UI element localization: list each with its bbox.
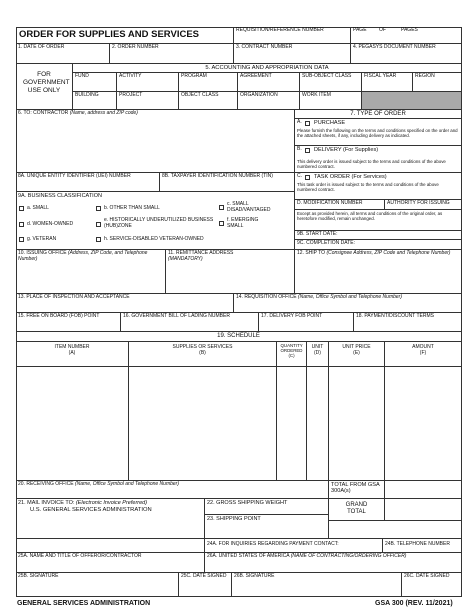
- pegasys-field[interactable]: [351, 44, 462, 64]
- small-disadvantaged-checkbox[interactable]: [219, 205, 224, 210]
- grand-total-value[interactable]: [385, 499, 462, 521]
- requisition-number-field[interactable]: [234, 27, 351, 44]
- contractor-field[interactable]: [16, 110, 295, 173]
- small-disadvantaged-label: c. SMALL DISAD/VANTAGED: [227, 201, 271, 213]
- blank-cell: [329, 521, 462, 539]
- task-order-text: This task order is issued subject to the terms and conditions of the above numbered contract.: [297, 182, 439, 193]
- col-unit: UNIT (D): [307, 342, 329, 367]
- contract-number-field[interactable]: [234, 44, 351, 64]
- gross-weight-field[interactable]: 22. GROSS SHIPPING WEIGHT: [205, 499, 329, 515]
- pegasys-label: 4. PEGASYS DOCUMENT NUMBER: [353, 44, 436, 50]
- col-unit-price: UNIT PRICE (E): [329, 342, 385, 367]
- pages-label: PAGES: [401, 27, 418, 33]
- fob-point-field[interactable]: 15. FREE ON BOARD (FOB) POINT: [16, 313, 121, 332]
- activity-field[interactable]: ACTIVITY: [117, 73, 179, 92]
- col-supplies-services: SUPPLIES OR SERVICES (B): [129, 342, 277, 367]
- purchase-checkbox[interactable]: [305, 121, 310, 126]
- gov-use-only: FOR GOVERNMENT USE ONLY: [16, 64, 73, 110]
- schedule-title: 19. SCHEDULE: [16, 332, 462, 342]
- women-owned-label: d. WOMEN-OWNED: [27, 221, 74, 227]
- schedule-unit-price-cell[interactable]: [329, 367, 385, 481]
- invoice-address: U.S. GENERAL SERVICES ADMINISTRATION: [30, 506, 152, 513]
- page-label: PAGE: [353, 27, 367, 33]
- page-field[interactable]: [351, 27, 462, 44]
- requisition-office-field[interactable]: 14. REQUISITION OFFICE (Name, Office Symbol and Telephone Number): [234, 294, 462, 313]
- tin-field[interactable]: 8B. TAXPAYER IDENTIFICATION NUMBER (TIN): [160, 173, 295, 192]
- footer-form-number: GSA 300 (REV. 11/2021): [375, 600, 453, 607]
- veteran-checkbox[interactable]: [19, 237, 24, 242]
- inspection-place-field[interactable]: 13. PLACE OF INSPECTION AND ACCEPTANCE: [16, 294, 234, 313]
- usa-officer-field[interactable]: 26A. UNITED STATES OF AMERICA (NAME OF CONTRACTING/ORDERING OFFICER): [205, 553, 462, 573]
- contract-number-label: 3. CONTRACT NUMBER: [236, 44, 293, 50]
- region-field[interactable]: REGION: [413, 73, 462, 92]
- order-number-label: 2. ORDER NUMBER: [112, 44, 159, 50]
- task-order-label: TASK ORDER (For Services): [314, 174, 387, 180]
- shipping-point-field[interactable]: 23. SHIPPING POINT: [205, 515, 329, 539]
- hubzone-checkbox[interactable]: [96, 222, 101, 227]
- order-type-b[interactable]: [295, 146, 462, 173]
- authority-field[interactable]: AUTHORITY FOR ISSUING: [385, 200, 462, 210]
- type-of-order-title: 7. TYPE OF ORDER: [295, 110, 462, 119]
- date-of-order-label: 1. DATE OF ORDER: [18, 44, 65, 50]
- c-prefix: C.: [297, 173, 302, 179]
- of-label: OF: [379, 27, 386, 33]
- date-signed-26c-field[interactable]: 26C. DATE SIGNED: [402, 573, 462, 597]
- fund-field[interactable]: FUND: [73, 73, 117, 92]
- accounting-title: 5. ACCOUNTING AND APPROPRIATION DATA: [73, 64, 462, 73]
- start-date-field[interactable]: 9B. START DATE:: [295, 231, 462, 240]
- mail-invoice-field: 21. MAIL INVOICE TO: (Electronic Invoice Preferred) U.S. GENERAL SERVICES ADMINISTRATION: [16, 499, 205, 539]
- grand-total-label: GRAND TOTAL: [329, 499, 385, 521]
- col-quantity: QUANTITY ORDERED (C): [277, 342, 307, 367]
- purchase-label: PURCHASE: [314, 120, 346, 126]
- object-class-field[interactable]: OBJECT CLASS: [179, 92, 238, 110]
- b-prefix: B.: [297, 146, 302, 152]
- requisition-label: REQUISITION/REFERENCE NUMBER: [236, 27, 324, 33]
- veteran-label: g. VETERAN: [27, 236, 57, 242]
- other-than-small-checkbox[interactable]: [96, 206, 101, 211]
- agreement-field[interactable]: AGREEMENT: [238, 73, 300, 92]
- bill-of-lading-field[interactable]: 16. GOVERNMENT BILL OF LADING NUMBER: [121, 313, 259, 332]
- contractor-note: (Name, address and ZIP code): [69, 110, 138, 116]
- sdvo-checkbox[interactable]: [96, 237, 101, 242]
- uei-field[interactable]: 8A. UNIQUE ENTITY IDENTIFIER (UEI) NUMBER: [16, 173, 160, 192]
- modification-text: Except as provided herein, all terms and conditions of the original order, as heretofore modified, remain unchanged.: [295, 210, 462, 231]
- left-spacer: [16, 539, 205, 553]
- purchase-text: Please furnish the following on the terms and conditions specified on the order and the attached sheets, if any, including delivery as indicated.: [297, 128, 458, 139]
- schedule-unit-cell[interactable]: [307, 367, 329, 481]
- form-title-cell: [16, 27, 234, 44]
- work-item-field[interactable]: WORK ITEM: [300, 92, 362, 110]
- hubzone-label: e. HISTORICALLY UNDERUTILIZED BUSINESS (HUB)ZONE: [104, 217, 214, 229]
- total-from-label: TOTAL FROM GSA 300A(s): [329, 481, 385, 499]
- delivery-text: This delivery order is issued subject to the terms and conditions of the above numbered contract.: [297, 159, 446, 170]
- date-signed-25c-field[interactable]: 25C. DATE SIGNED: [179, 573, 232, 597]
- business-classification: 9A. BUSINESS CLASSIFICATION a. SMALL b. OTHER THAN SMALL c. SMALL DISAD/VANTAGED d. WOMEN-OWNED e. HISTORICALLY UNDERUTILIZED BUSINESS (HUB)ZONE f. EMERGING SMALL g. VETERAN h. SERVICE-DISABLED VETERAN-OWNED: [16, 192, 295, 250]
- emerging-small-label: f. EMERGING SMALL: [227, 217, 259, 229]
- delivery-checkbox[interactable]: [305, 148, 310, 153]
- a-prefix: A.: [297, 119, 302, 125]
- signature-26b-field[interactable]: 26B. SIGNATURE: [232, 573, 402, 597]
- other-than-small-label: b. OTHER THAN SMALL: [104, 205, 160, 211]
- col-amount: AMOUNT (F): [385, 342, 462, 367]
- discount-terms-field[interactable]: 18. PAYMENT/DISCOUNT TERMS: [354, 313, 462, 332]
- schedule-supplies-cell[interactable]: [129, 367, 277, 481]
- sub-object-class-field[interactable]: SUB-OBJECT CLASS: [300, 73, 362, 92]
- small-label: a. SMALL: [27, 205, 49, 211]
- schedule-item-cell[interactable]: [16, 367, 129, 481]
- form-title: ORDER FOR SUPPLIES AND SERVICES: [19, 29, 200, 40]
- payment-contact-field[interactable]: 24A. FOR INQUIRIES REGARDING PAYMENT CONTACT:: [205, 539, 383, 553]
- ship-to-field[interactable]: 12. SHIP TO (Consignee Address, ZIP Code and Telephone Number): [295, 250, 462, 294]
- footer-agency: GENERAL SERVICES ADMINISTRATION: [17, 600, 151, 607]
- schedule-amount-cell[interactable]: [385, 367, 462, 481]
- offeror-name-field[interactable]: 25A. NAME AND TITLE OF OFFEROR/CONTRACTOR: [16, 553, 205, 573]
- col-item-number: ITEM NUMBER (A): [16, 342, 129, 367]
- emerging-small-checkbox[interactable]: [219, 221, 224, 226]
- fiscal-year-field[interactable]: FISCAL YEAR: [362, 73, 413, 92]
- building-field[interactable]: BUILDING: [73, 92, 117, 110]
- delivery-label: DELIVERY (For Supplies): [314, 147, 379, 153]
- schedule-quantity-cell[interactable]: [277, 367, 307, 481]
- organization-field[interactable]: ORGANIZATION: [238, 92, 300, 110]
- sdvo-label: h. SERVICE-DISABLED VETERAN-OWNED: [104, 236, 204, 242]
- order-type-c[interactable]: [295, 173, 462, 200]
- remittance-address-field[interactable]: 11. REMITTANCE ADDRESS (MANDATORY): [166, 250, 295, 294]
- order-type-a[interactable]: [295, 119, 462, 146]
- contractor-label: 6. TO: CONTRACTOR: [18, 110, 69, 116]
- program-field[interactable]: PROGRAM: [179, 73, 238, 92]
- date-of-order-field[interactable]: [16, 44, 110, 64]
- total-from-value[interactable]: [385, 481, 462, 499]
- delivery-fob-field[interactable]: 17. DELIVERY FOB POINT: [259, 313, 354, 332]
- signature-25b-field[interactable]: 25B. SIGNATURE: [16, 573, 179, 597]
- women-owned-checkbox[interactable]: [19, 222, 24, 227]
- modification-number-field[interactable]: D. MODIFICATION NUMBER: [295, 200, 385, 210]
- issuing-office-field[interactable]: 10. ISSUING OFFICE (Address, ZIP Code, and Telephone Number): [16, 250, 166, 294]
- project-field[interactable]: PROJECT: [117, 92, 179, 110]
- completion-date-field[interactable]: 9C. COMPLETION DATE:: [295, 240, 462, 250]
- task-order-checkbox[interactable]: [305, 175, 310, 180]
- order-number-field[interactable]: [110, 44, 234, 64]
- small-checkbox[interactable]: [19, 206, 24, 211]
- receiving-office-field[interactable]: 20. RECEIVING OFFICE (Name, Office Symbol and Telephone Number): [16, 481, 329, 499]
- telephone-field[interactable]: 24B. TELEPHONE NUMBER: [383, 539, 462, 553]
- shaded-area: [362, 92, 462, 110]
